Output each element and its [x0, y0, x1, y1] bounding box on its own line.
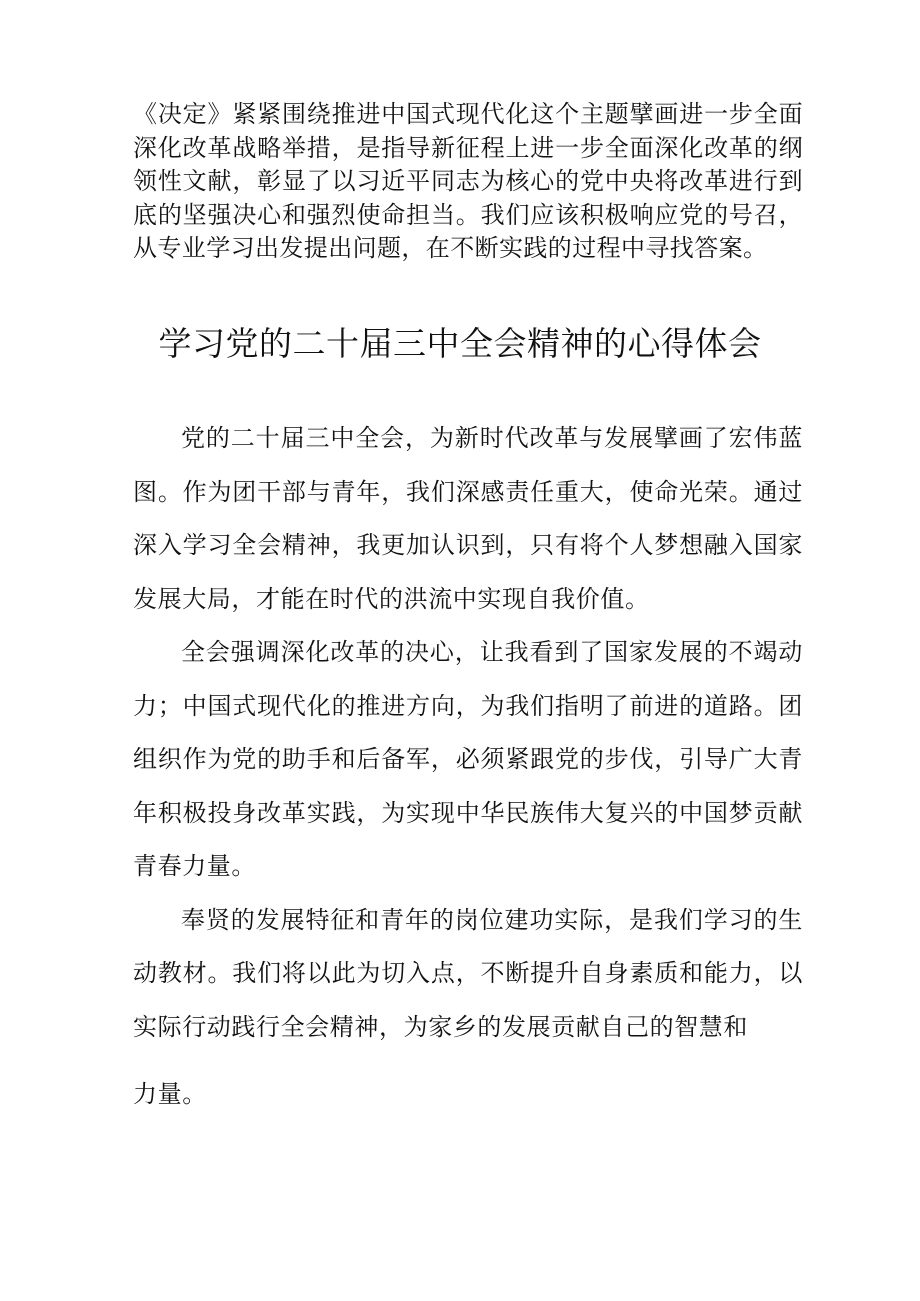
article-body	[133, 412, 803, 1122]
body-paragraph-1: 党的二十届三中全会，为新时代改革与发展擘画了宏伟蓝图。作为团干部与青年，我们深感责任重大，使命光荣。通过深入学习全会精神，我更加认识到，只有将个人梦想融入国家发展大局，才能在时代的洪流中实现自我价值。	[133, 424, 803, 613]
body-paragraph-2: 全会强调深化改革的决心，让我看到了国家发展的不竭动力；中国式现代化的推进方向，为我们指明了前进的道路。团组织作为党的助手和后备军，必须紧跟党的步伐，引导广大青年积极投身改革实践，为实现中华民族伟大复兴的中国梦贡献青春力量。	[133, 638, 803, 880]
body-paragraph-tail: 力量。	[133, 1080, 207, 1108]
intro-paragraph: 《决定》紧紧围绕推进中国式现代化这个主题擘画进一步全面深化改革战略举措，是指导新征程上进一步全面深化改革的纲领性文献，彰显了以习近平同志为核心的党中央将改革进行到底的坚强决心和强烈使命担当。我们应该积极响应党的号召，从专业学习出发提出问题，在不断实践的过程中寻找答案。	[133, 100, 803, 262]
article-title: 学习党的二十届三中全会精神的心得体会	[158, 324, 762, 363]
body-paragraph-3: 奉贤的发展特征和青年的岗位建功实际，是我们学习的生动教材。我们将以此为切入点，不断提升自身素质和能力，以实际行动践行全会精神，为家乡的发展贡献自己的智慧和	[133, 905, 803, 1041]
